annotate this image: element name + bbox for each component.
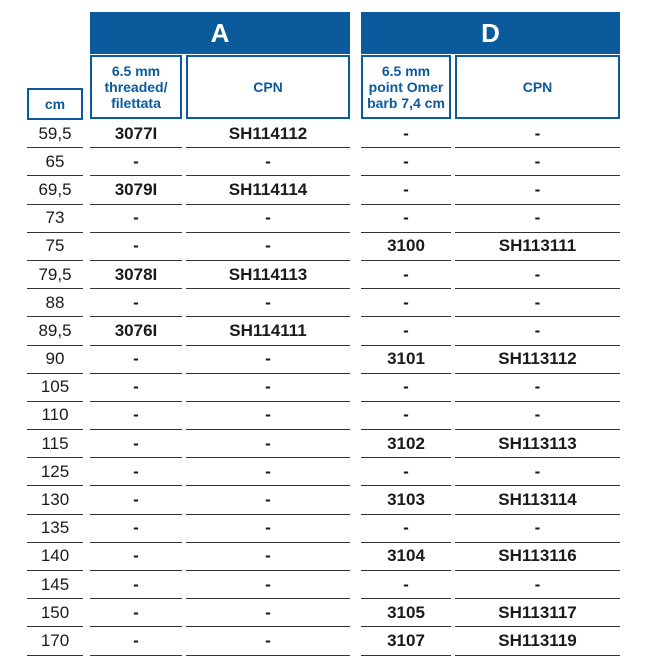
cm-cell: 73 (27, 205, 83, 233)
cm-cell: 69,5 (27, 176, 83, 204)
table-row (0, 515, 649, 543)
a-code-cell: 3076I (90, 317, 182, 345)
d-code-cell: 3107 (361, 627, 451, 655)
d-cpn-cell: SH113111 (455, 233, 620, 261)
d-code-cell: 3101 (361, 346, 451, 374)
d-cpn-cell: SH113112 (455, 346, 620, 374)
d-code-cell: - (361, 317, 451, 345)
d-cpn-cell: - (455, 176, 620, 204)
a-code-cell: - (90, 571, 182, 599)
d-cpn-cell: - (455, 571, 620, 599)
cm-cell: 88 (27, 289, 83, 317)
d-code-cell: 3105 (361, 599, 451, 627)
a-cpn-cell: - (186, 430, 350, 458)
table-row (0, 289, 649, 317)
a-code-cell: - (90, 346, 182, 374)
a-cpn-cell: - (186, 205, 350, 233)
d-cpn-cell: SH113113 (455, 430, 620, 458)
d-code-cell: - (361, 205, 451, 233)
cm-cell: 75 (27, 233, 83, 261)
a-code-cell: - (90, 402, 182, 430)
a-code-cell: - (90, 543, 182, 571)
table-row (0, 486, 649, 514)
table-row (0, 458, 649, 486)
d-code-cell: 3103 (361, 486, 451, 514)
cm-cell: 130 (27, 486, 83, 514)
table-row (0, 571, 649, 599)
a-cpn-cell: - (186, 374, 350, 402)
cm-cell: 145 (27, 571, 83, 599)
a-cpn-cell: - (186, 402, 350, 430)
table-row (0, 176, 649, 204)
a-cpn-cell: - (186, 233, 350, 261)
table-row (0, 317, 649, 345)
d-cpn-cell: SH113117 (455, 599, 620, 627)
a-cpn-cell: - (186, 148, 350, 176)
table-row (0, 233, 649, 261)
table-row (0, 430, 649, 458)
table-row (0, 402, 649, 430)
d-cpn-cell: - (455, 261, 620, 289)
cm-cell: 90 (27, 346, 83, 374)
column-header-a-threaded: 6.5 mm threaded/ filettata (90, 55, 182, 119)
cm-cell: 150 (27, 599, 83, 627)
table-row (0, 120, 649, 148)
a-cpn-cell: SH114111 (186, 317, 350, 345)
d-cpn-cell: - (455, 148, 620, 176)
d-code-cell: 3100 (361, 233, 451, 261)
d-code-cell: 3102 (361, 430, 451, 458)
a-code-cell: 3079I (90, 176, 182, 204)
a-cpn-cell: SH114112 (186, 120, 350, 148)
a-code-cell: - (90, 233, 182, 261)
a-cpn-cell: - (186, 627, 350, 655)
d-code-cell: - (361, 458, 451, 486)
d-cpn-cell: SH113116 (455, 543, 620, 571)
table-row (0, 148, 649, 176)
a-code-cell: - (90, 205, 182, 233)
cm-cell: 140 (27, 543, 83, 571)
d-cpn-cell: SH113119 (455, 627, 620, 655)
table-row (0, 374, 649, 402)
a-cpn-cell: - (186, 458, 350, 486)
cm-cell: 115 (27, 430, 83, 458)
table-row (0, 543, 649, 571)
d-code-cell: - (361, 261, 451, 289)
a-code-cell: - (90, 515, 182, 543)
cm-cell: 105 (27, 374, 83, 402)
cm-cell: 170 (27, 627, 83, 655)
d-cpn-cell: - (455, 515, 620, 543)
a-cpn-cell: SH114114 (186, 176, 350, 204)
a-cpn-cell: - (186, 571, 350, 599)
a-cpn-cell: - (186, 486, 350, 514)
d-cpn-cell: - (455, 458, 620, 486)
table-row (0, 627, 649, 655)
a-code-cell: - (90, 599, 182, 627)
a-cpn-cell: - (186, 543, 350, 571)
a-code-cell: - (90, 430, 182, 458)
d-code-cell: - (361, 176, 451, 204)
d-code-cell: 3104 (361, 543, 451, 571)
d-cpn-cell: - (455, 120, 620, 148)
table-body (0, 120, 649, 656)
table-row (0, 205, 649, 233)
column-header-cm: cm (27, 88, 83, 120)
a-cpn-cell: - (186, 515, 350, 543)
table-row (0, 599, 649, 627)
d-cpn-cell: - (455, 317, 620, 345)
group-header-a: A (90, 12, 350, 54)
a-code-cell: - (90, 374, 182, 402)
a-code-cell: - (90, 148, 182, 176)
a-cpn-cell: - (186, 346, 350, 374)
a-code-cell: - (90, 486, 182, 514)
cm-cell: 79,5 (27, 261, 83, 289)
d-code-cell: - (361, 289, 451, 317)
a-cpn-cell: SH114113 (186, 261, 350, 289)
table-row (0, 261, 649, 289)
d-cpn-cell: - (455, 374, 620, 402)
cm-cell: 89,5 (27, 317, 83, 345)
column-header-d-barb: 6.5 mm point Omer barb 7,4 cm (361, 55, 451, 119)
d-cpn-cell: SH113114 (455, 486, 620, 514)
d-code-cell: - (361, 374, 451, 402)
d-cpn-cell: - (455, 402, 620, 430)
a-cpn-cell: - (186, 599, 350, 627)
d-code-cell: - (361, 402, 451, 430)
cm-cell: 125 (27, 458, 83, 486)
group-header-d: D (361, 12, 620, 54)
cm-cell: 110 (27, 402, 83, 430)
d-code-cell: - (361, 120, 451, 148)
a-cpn-cell: - (186, 289, 350, 317)
d-code-cell: - (361, 515, 451, 543)
cm-cell: 135 (27, 515, 83, 543)
table-row (0, 346, 649, 374)
column-header-d-cpn: CPN (455, 55, 620, 119)
d-cpn-cell: - (455, 205, 620, 233)
column-header-a-cpn: CPN (186, 55, 350, 119)
d-code-cell: - (361, 148, 451, 176)
a-code-cell: - (90, 458, 182, 486)
cm-cell: 65 (27, 148, 83, 176)
a-code-cell: 3078I (90, 261, 182, 289)
d-cpn-cell: - (455, 289, 620, 317)
a-code-cell: - (90, 289, 182, 317)
d-code-cell: - (361, 571, 451, 599)
a-code-cell: 3077I (90, 120, 182, 148)
cm-cell: 59,5 (27, 120, 83, 148)
a-code-cell: - (90, 627, 182, 655)
